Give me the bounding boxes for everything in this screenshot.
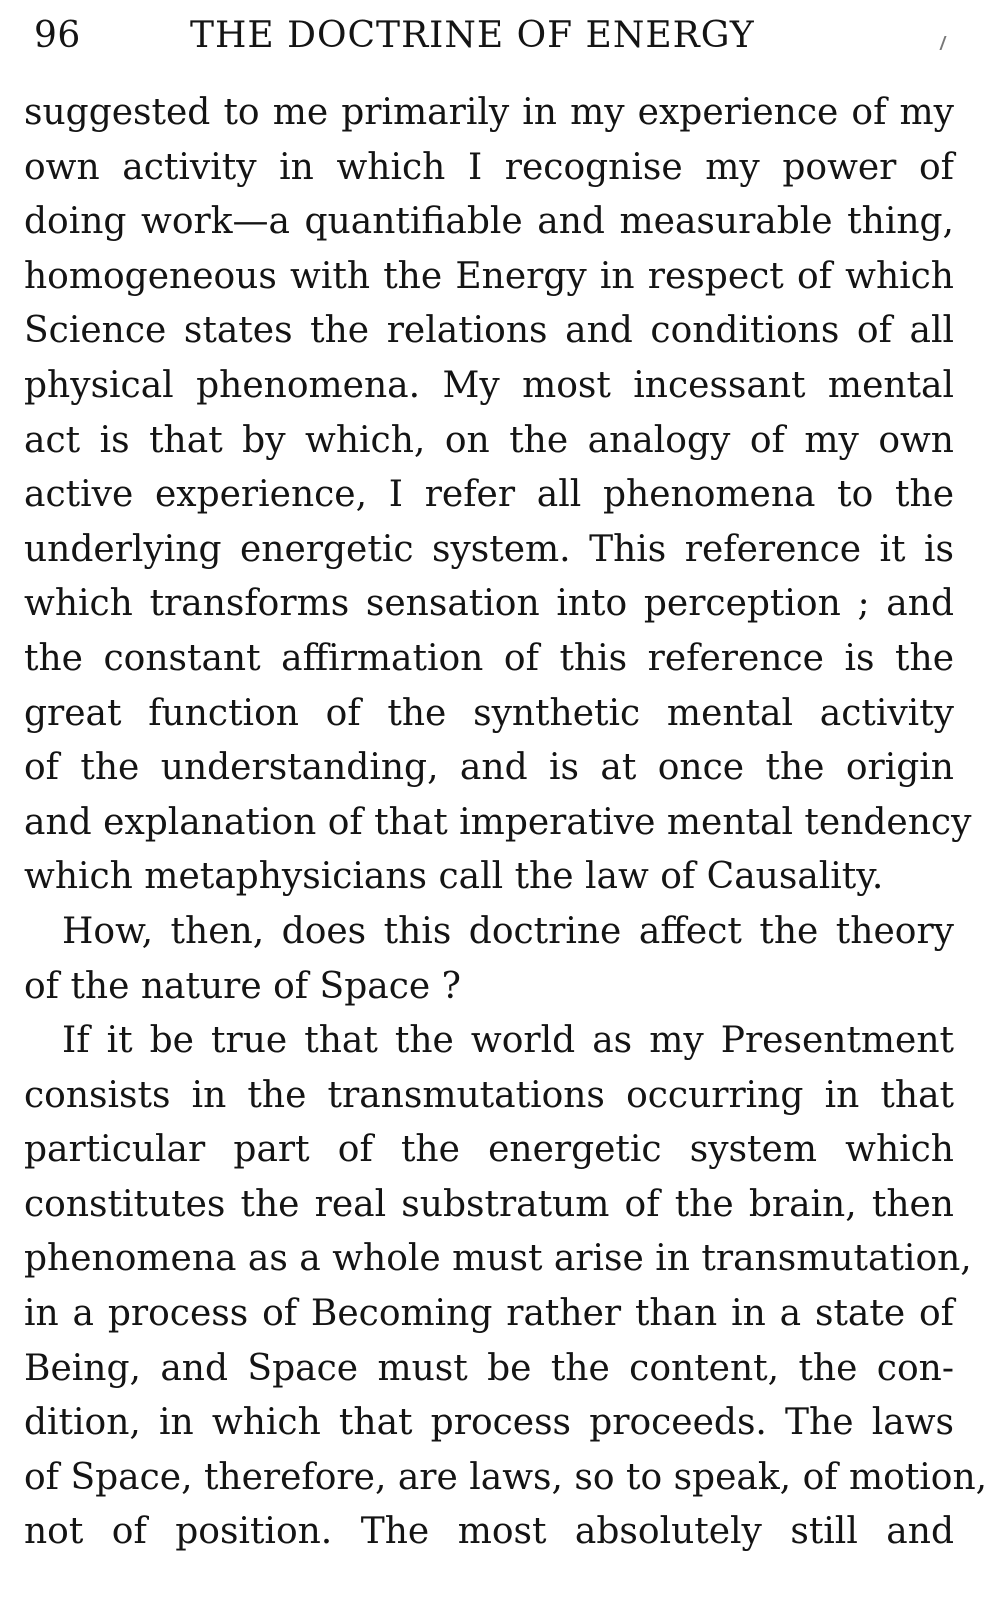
text-line: of the understanding, and is at once the origin — [24, 747, 954, 789]
text-line: of the nature of Space ? — [24, 965, 461, 1007]
page-number: 96 — [34, 15, 81, 56]
text-line: constitutes the real substratum of the brain, then — [24, 1183, 954, 1225]
text-line: and explanation of that imperative mental tendency — [24, 801, 972, 843]
paragraph-1 — [24, 86, 972, 905]
text-line: consists in the transmutations occurring in that — [24, 1074, 954, 1116]
text-line: which transforms sensation into perception ; and — [24, 583, 954, 625]
text-line: not of position. The most absolutely still and — [24, 1511, 954, 1553]
text-line: doing work—a quantifiable and measurable thing, — [24, 201, 954, 243]
text-line: physical phenomena. My most incessant mental — [24, 364, 954, 406]
text-line: How, then, does this doctrine affect the theory — [62, 910, 954, 952]
text-line: own activity in which I recognise my power of — [24, 146, 954, 188]
text-line: If it be true that the world as my Presentment — [62, 1020, 954, 1062]
text-line: Science states the relations and conditions of all — [24, 310, 954, 352]
text-line: active experience, I refer all phenomena to the — [24, 474, 954, 516]
running-head: THE DOCTRINE OF ENERGY — [190, 15, 755, 56]
text-line: which metaphysicians call the law of Causality. — [24, 856, 884, 898]
text-line: in a process of Becoming rather than in a state of — [24, 1293, 954, 1335]
paragraph-2 — [24, 905, 954, 1014]
text-line: homogeneous with the Energy in respect of which — [24, 255, 954, 297]
text-line: suggested to me primarily in my experience of my — [24, 92, 954, 133]
text-line: the constant affirmation of this reference is the — [24, 637, 954, 679]
paragraph-3 — [24, 1014, 988, 1560]
text-line: great function of the synthetic mental activity — [24, 692, 954, 734]
text-line: underlying energetic system. This reference it is — [24, 528, 954, 570]
text-line: particular part of the energetic system which — [24, 1129, 954, 1171]
text-line: dition, in which that process proceeds. The laws — [24, 1402, 954, 1444]
margin-mark — [939, 36, 952, 50]
page-header — [28, 8, 968, 68]
text-line: act is that by which, on the analogy of my own — [24, 419, 954, 461]
body-text — [24, 86, 988, 1560]
text-line: phenomena as a whole must arise in transmutation, — [24, 1238, 972, 1280]
text-line: Being, and Space must be the content, the con- — [24, 1347, 954, 1389]
text-line: of Space, therefore, are laws, so to speak, of motion, — [24, 1456, 988, 1498]
